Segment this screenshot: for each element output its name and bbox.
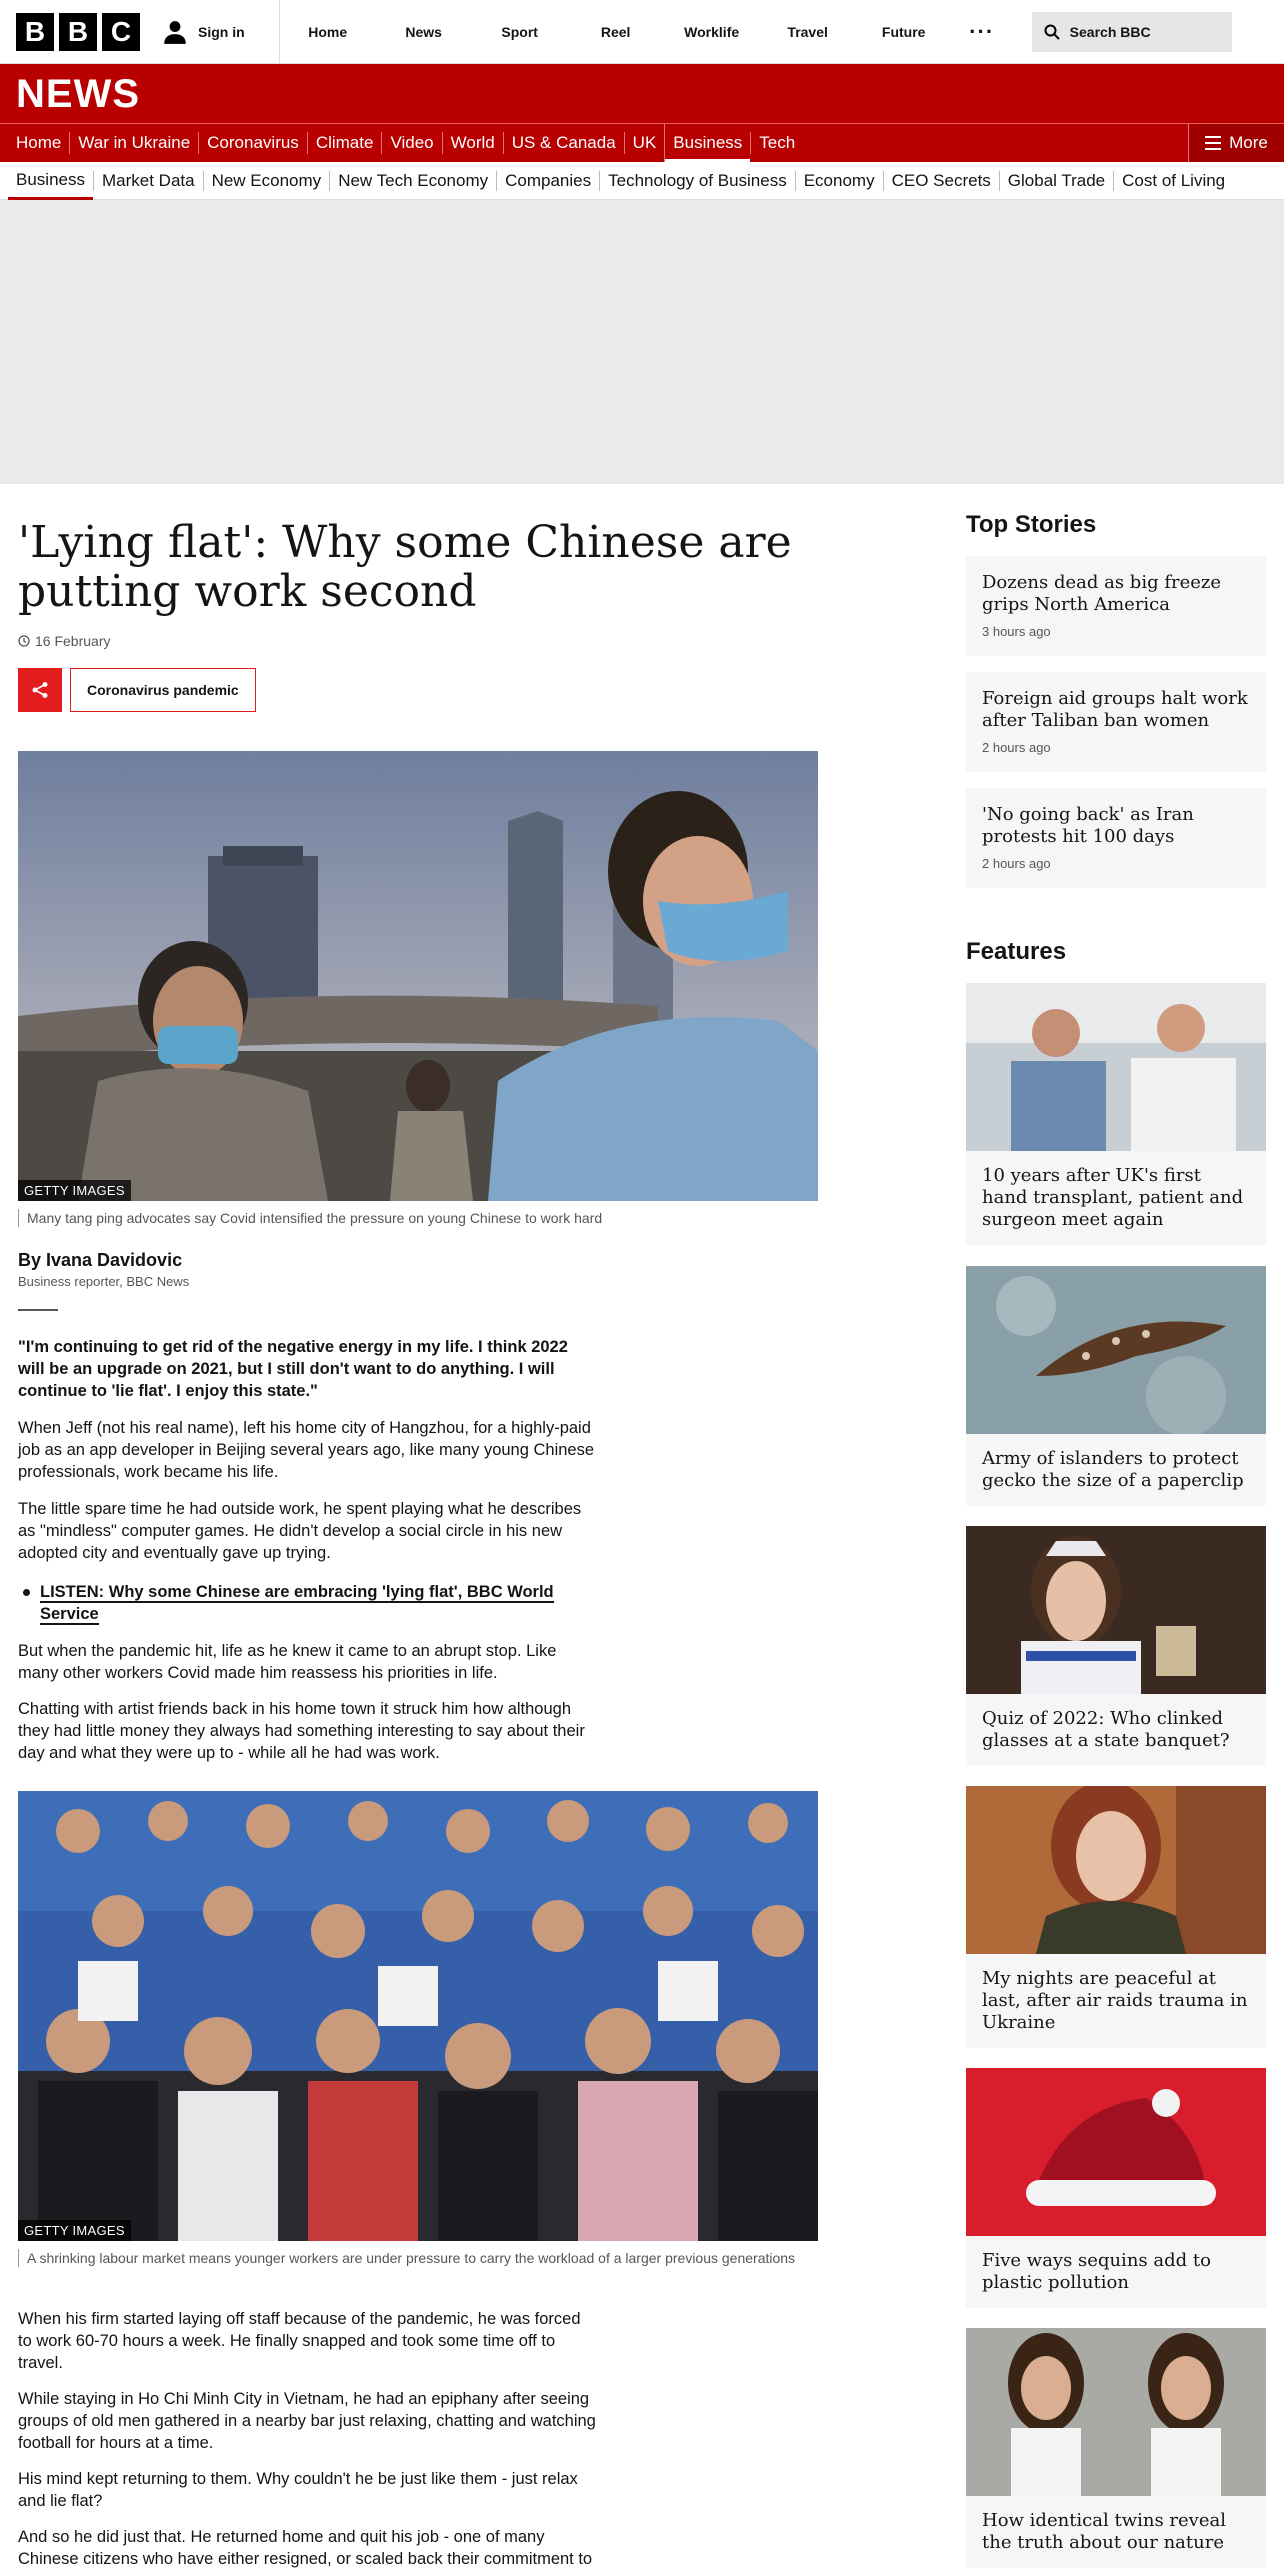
feature-title: Quiz of 2022: Who clinked glasses at a state banquet? bbox=[982, 1708, 1230, 1751]
top-story-title: Dozens dead as big freeze grips North America bbox=[982, 572, 1222, 615]
subnav-new-economy[interactable]: New Economy bbox=[203, 171, 330, 191]
share-icon bbox=[31, 681, 49, 699]
search-icon bbox=[1044, 24, 1060, 40]
share-button[interactable] bbox=[18, 668, 62, 712]
image-credit: GETTY IMAGES bbox=[18, 1180, 131, 1201]
section-more-label: More bbox=[1229, 133, 1268, 152]
top-story-time: 3 hours ago bbox=[982, 624, 1051, 639]
section-nav bbox=[0, 124, 1284, 162]
section-climate[interactable]: Climate bbox=[307, 132, 382, 154]
clock-icon bbox=[18, 635, 30, 647]
logo-letter-c: C bbox=[102, 13, 140, 51]
feature-image-twins bbox=[966, 2328, 1266, 2496]
nav-travel[interactable]: Travel bbox=[787, 23, 828, 40]
feature-title: Army of islanders to protect gecko the size of a paperclip bbox=[982, 1448, 1244, 1491]
top-story-time: 2 hours ago bbox=[982, 740, 1051, 755]
nav-worklife[interactable]: Worklife bbox=[684, 23, 740, 40]
feature-card-1[interactable] bbox=[966, 983, 1266, 1245]
nav-home[interactable]: Home bbox=[308, 23, 348, 40]
feature-image-banquet bbox=[966, 1526, 1266, 1694]
search-box[interactable] bbox=[1032, 12, 1232, 52]
feature-card-2[interactable] bbox=[966, 1266, 1266, 1506]
news-banner bbox=[0, 64, 1284, 124]
subnav-business[interactable]: Business bbox=[8, 162, 93, 200]
bbc-main-nav bbox=[280, 0, 1012, 64]
feature-card-6[interactable] bbox=[966, 2328, 1266, 2568]
section-uk[interactable]: UK bbox=[624, 132, 665, 154]
body-paragraph-7: His mind kept returning to them. Why couldn't he be just like them - just relax and lie flat? bbox=[18, 2470, 578, 2510]
body-paragraph-5: When his firm started laying off staff because of the pandemic, he was forced to work 60-70 hours a week. He finally snapped and took some time off to travel. bbox=[18, 2310, 581, 2372]
section-tech[interactable]: Tech bbox=[750, 132, 803, 154]
feature-title: 10 years after UK's first hand transplant, patient and surgeon meet again bbox=[982, 1165, 1244, 1230]
subnav-global-trade[interactable]: Global Trade bbox=[999, 171, 1113, 191]
listen-link-text: LISTEN: Why some Chinese are embracing 'lying flat', BBC World Service bbox=[40, 1583, 554, 1623]
business-sub-nav bbox=[0, 162, 1284, 200]
features-heading: Features bbox=[966, 938, 1067, 965]
body-paragraph-4: Chatting with artist friends back in his home town it struck him how although they had little money they always had something interesting to say about their day and what they were up to - while all he had was work. bbox=[18, 1700, 585, 1762]
subnav-new-tech-economy[interactable]: New Tech Economy bbox=[329, 171, 496, 191]
article-date-text: 16 February bbox=[35, 633, 111, 649]
sign-in-label: Sign in bbox=[198, 23, 245, 40]
image-credit-2: GETTY IMAGES bbox=[18, 2220, 131, 2241]
subnav-technology-of-business[interactable]: Technology of Business bbox=[599, 171, 795, 191]
search-placeholder: Search BBC bbox=[1069, 23, 1151, 40]
body-paragraph-6: While staying in Ho Chi Minh City in Vietnam, he had an epiphany after seeing groups of old men gathered in a nearby bar just relaxing, chatting and watching football for hours at a time. bbox=[18, 2390, 596, 2452]
section-coronavirus[interactable]: Coronavirus bbox=[198, 132, 307, 154]
article-headline: 'Lying flat': Why some Chinese are putting work second bbox=[18, 517, 792, 617]
nav-future[interactable]: Future bbox=[881, 23, 926, 40]
image-caption: Many tang ping advocates say Covid intensified the pressure on young Chinese to work hard bbox=[18, 1209, 818, 1227]
body-paragraph-1: When Jeff (not his real name), left his home city of Hangzhou, for a highly-paid job as an app developer in Beijing several years ago, like many young Chinese professionals, work became his life. bbox=[18, 1419, 595, 1481]
feature-image-gecko bbox=[966, 1266, 1266, 1434]
top-story-3[interactable] bbox=[966, 788, 1266, 888]
subnav-ceo-secrets[interactable]: CEO Secrets bbox=[883, 171, 999, 191]
bbc-top-bar bbox=[0, 0, 1284, 64]
author-role: Business reporter, BBC News bbox=[18, 1274, 190, 1289]
commuters-photo bbox=[18, 751, 818, 1201]
top-stories-heading: Top Stories bbox=[966, 511, 1097, 538]
top-story-1[interactable] bbox=[966, 556, 1266, 656]
section-war-in-ukraine[interactable]: War in Ukraine bbox=[69, 132, 198, 154]
feature-title: Five ways sequins add to plastic pollution bbox=[982, 2250, 1211, 2293]
topic-tag[interactable]: Coronavirus pandemic bbox=[70, 668, 256, 712]
top-story-title: Foreign aid groups halt work after Taliban ban women bbox=[982, 688, 1248, 731]
section-business[interactable]: Business bbox=[664, 124, 750, 162]
section-video[interactable]: Video bbox=[381, 132, 441, 154]
byline-divider bbox=[18, 1309, 58, 1311]
feature-title: My nights are peaceful at last, after air raids trauma in Ukraine bbox=[982, 1968, 1248, 2033]
news-title[interactable]: NEWS bbox=[16, 72, 140, 116]
subnav-cost-of-living[interactable]: Cost of Living bbox=[1113, 171, 1233, 191]
more-menu-icon[interactable]: ··· bbox=[969, 18, 995, 44]
feature-card-4[interactable] bbox=[966, 1786, 1266, 2048]
subnav-economy[interactable]: Economy bbox=[795, 171, 883, 191]
feature-card-5[interactable] bbox=[966, 2068, 1266, 2308]
feature-image-sequin-hat bbox=[966, 2068, 1266, 2236]
section-world[interactable]: World bbox=[442, 132, 503, 154]
body-paragraph-8: And so he did just that. He returned home and quit his job - one of many Chinese citizens who have either resigned, or scaled back their commitment to bbox=[18, 2528, 593, 2568]
sign-in-link[interactable] bbox=[162, 0, 280, 64]
listen-link[interactable] bbox=[40, 1581, 600, 1625]
intro-paragraph: "I'm continuing to get rid of the negative energy in my life. I think 2022 will be an upgrade on 2021, but I still don't want to do anything. I will continue to 'lie flat'. I enjoy this state." bbox=[18, 1338, 568, 1400]
feature-card-3[interactable] bbox=[966, 1526, 1266, 1766]
article-date bbox=[18, 633, 110, 649]
body-paragraph-2: The little spare time he had outside work, he spent playing what he describes as "mindless" computer games. He didn't develop a social circle in his new adopted city and eventually gave up trying. bbox=[18, 1500, 582, 1562]
user-icon bbox=[162, 19, 188, 45]
logo-letter-b1: B bbox=[16, 13, 54, 51]
image-caption-2: A shrinking labour market means younger workers are under pressure to carry the workload of a larger previous generations bbox=[18, 2249, 818, 2267]
top-story-title: 'No going back' as Iran protests hit 100 days bbox=[982, 804, 1194, 847]
section-us-canada[interactable]: US & Canada bbox=[503, 132, 624, 154]
article-image-crowd bbox=[18, 1791, 818, 2241]
feature-image-ukraine-girl bbox=[966, 1786, 1266, 1954]
top-story-2[interactable] bbox=[966, 672, 1266, 772]
hamburger-icon bbox=[1205, 136, 1221, 150]
advert-placeholder bbox=[0, 200, 1284, 484]
body-paragraph-3: But when the pandemic hit, life as he knew it came to an abrupt stop. Like many other workers Covid made him reassess his priorities in life. bbox=[18, 1642, 557, 1682]
article-image-commuters bbox=[18, 751, 818, 1201]
section-home[interactable]: Home bbox=[16, 133, 62, 152]
nav-sport[interactable]: Sport bbox=[501, 23, 538, 40]
top-story-time: 2 hours ago bbox=[982, 856, 1051, 871]
author-name: By Ivana Davidovic bbox=[18, 1250, 183, 1270]
feature-title: How identical twins reveal the truth about our nature bbox=[982, 2510, 1226, 2553]
subnav-companies[interactable]: Companies bbox=[496, 171, 599, 191]
nav-news[interactable]: News bbox=[405, 23, 442, 40]
section-more-button[interactable] bbox=[1188, 124, 1284, 162]
bbc-logo[interactable] bbox=[16, 13, 140, 51]
logo-letter-b2: B bbox=[59, 13, 97, 51]
crowd-photo bbox=[18, 1791, 818, 2241]
byline bbox=[18, 1250, 189, 1289]
feature-image-hand-transplant bbox=[966, 983, 1266, 1151]
subnav-market-data[interactable]: Market Data bbox=[93, 171, 203, 191]
nav-reel[interactable]: Reel bbox=[600, 23, 631, 40]
